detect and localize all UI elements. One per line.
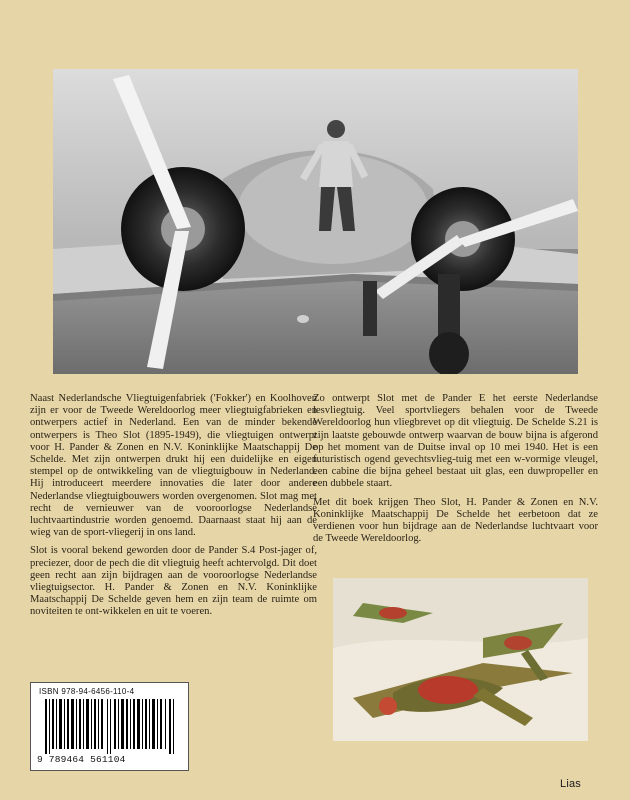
intro-paragraph: Naast Nederlandsche Vliegtuigenfabriek ('Fokker') en Koolhoven zijn er voor de Tweede Wereldoorlog meer vliegtuigfabrieken en ontwerpers actief in Nederland. Een van de minder bekende ontwerpers is Theo Slot (1895-1949), die vliegtuigen ontwerpt voor H. Pander & Zonen en N.V. Koninklijke Maatschappij De Schelde. Met zijn ontwerpen drukt hij een duidelijke en eigen stempel op de ontwikkeling van de vliegtuigbouw in Nederland. Hij introduceert meerdere innovaties die later door andere Nederlandse vliegtuigbouwers worden overgenomen. Slot mag met recht de vernieuwer van de vooroorlogse Nederlandse luchtvaartindustrie worden genoemd. Daarnaast staat hij aan de wieg van de sport-vliegerij in ons land. (30, 393, 317, 539)
barcode-digits: 9 789464 561104 (37, 754, 126, 765)
pander-s4-paragraph: Slot is vooral bekend geworden door de Pander S.4 Post-jager of, preciezer, door de pech die dit vliegtuig heeft achtervolgd. Dit doet geen recht aan zijn bijdragen aan de vooroorlogse Nederlandse vliegtuigsector. H. Pander & Zonen en N.V. Koninklijke Maatschappij De Schelde geven hem en zijn team de ruimte om noviteiten te ont-wikkelen en uit te voeren. (30, 545, 317, 618)
text-column-right (313, 393, 598, 551)
text-column-left (30, 393, 317, 625)
pander-e-paragraph: Zo ontwerpt Slot met de Pander E het eerste Nederlandse lesvliegtuig. Veel sportvliegers behalen voor de Tweede Wereldoorlog hun vliegbrevet op dit vliegtuig. De Schelde S.21 is zijn laatste gebouwde ontwerp waarvan de bouw bijna is afgerond op het moment van de Duitse inval op 10 mei 1940. Het is een futuristisch ogend gevechtsvlieg-tuig met een w-vormige vleugel, een cabine die bijna geheel bestaat uit glas, een duwpropeller en een dubbele staart. (313, 393, 598, 490)
cover-photo-aircraft (53, 69, 578, 374)
isbn-barcode (30, 682, 189, 771)
tribute-paragraph: Met dit boek krijgen Theo Slot, H. Pander & Zonen en N.V. Koninklijke Maatschappij De Schelde het eerbetoon dat ze verdienen voor hun bijdrage aan de Nederlandse luchtvaart voor de Tweede Wereldoorlog. (313, 496, 598, 545)
isbn-label: ISBN 978-94-6456-110-4 (39, 687, 135, 696)
publisher-logo: Lias (560, 778, 581, 790)
aircraft-illustration (333, 578, 588, 741)
barcode-bars (45, 699, 175, 754)
